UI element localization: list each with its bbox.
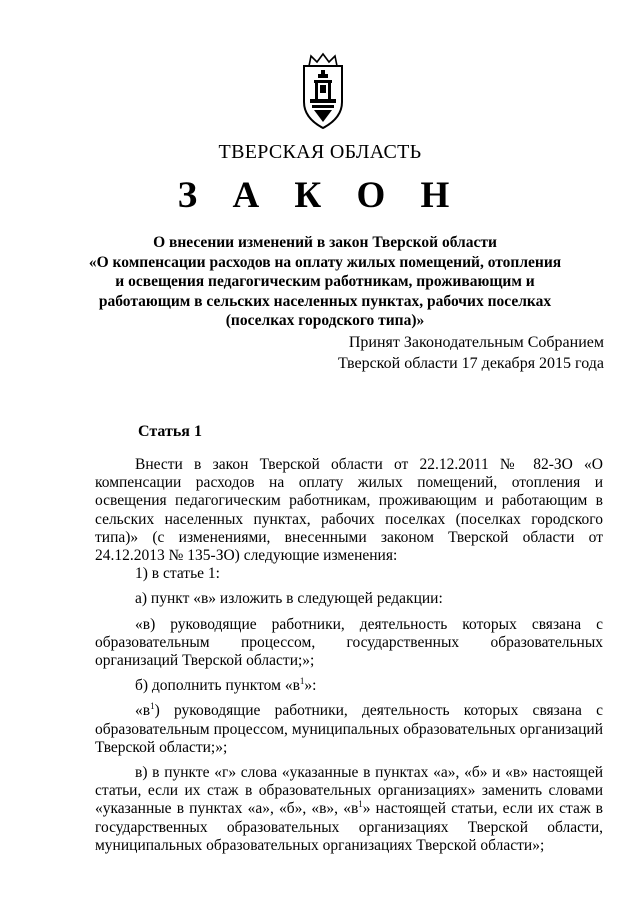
adoption-note	[338, 332, 604, 374]
law-title-line: работающим в сельских населенных пунктах, рабочих поселках	[98, 292, 552, 310]
article-paragraph	[95, 702, 603, 757]
superscript: 1	[150, 701, 155, 712]
superscript: 1	[299, 676, 305, 687]
law-title-line: «О компенсации расходов на оплату жилых помещений, отопления	[88, 253, 562, 271]
article-body	[95, 456, 603, 855]
text-run: »:	[304, 677, 317, 695]
text-run: в) в пункте «г» слова «указанные в пунктах «а», «б» и «в» настоящей статьи, если их стаж в образовательных организациях» заменить словами «указанные в пунктах «а», «б», «в», «в	[95, 764, 603, 818]
adoption-note-line: Принят Законодательным Собранием	[348, 334, 604, 351]
adoption-note-line: Тверской области 17 декабря 2015 года	[338, 355, 604, 372]
article-paragraph: 1) в статье 1:	[135, 565, 220, 583]
law-title-line: и освещения педагогическим работникам, проживающим и	[115, 273, 535, 290]
article-heading: Статья 1	[138, 423, 202, 440]
article-paragraph: Внести в закон Тверской области от 22.12.2011 № 82-ЗО «О компенсации расходов на оплату жилых помещений, отопления и освещения педагогическим работникам, проживающим и работающим в сельских населенных пунктах, рабочих поселках (поселках городского типа)» (с изменениями, внесенными законом Тверской области от 24.12.2013 № 135-ЗО) следующие изменения:	[95, 456, 603, 565]
article-paragraph: а) пункт «в» изложить в следующей редакции:	[135, 590, 443, 608]
law-title	[60, 233, 590, 331]
text-run: ) руководящие работники, деятельность которых связана с образовательным процессом, муниципальных образовательных организаций Тверской области;»;	[95, 702, 603, 756]
law-title-line: (поселках городского типа)»	[225, 312, 425, 329]
article-paragraph	[95, 764, 603, 855]
article-paragraph	[95, 677, 603, 695]
superscript: 1	[358, 799, 363, 810]
text-run: » настоящей статьи, если их стаж в государственных образовательных организациях Тверской области, муниципальных образовательных организациях Тверской области»;	[95, 800, 604, 854]
tver-coat-of-arms-icon	[300, 52, 346, 130]
region-name: ТВЕРСКАЯ ОБЛАСТЬ	[218, 141, 422, 163]
text-run: «в	[135, 702, 151, 720]
text-run: б) дополнить пунктом «в	[135, 677, 300, 695]
article-paragraph: «в) руководящие работники, деятельность которых связана с образовательным процессом, государственных образовательных организаций Тверской области;»;	[95, 615, 603, 670]
document-type: З А К О Н	[177, 175, 463, 216]
law-title-line: О внесении изменений в закон Тверской области	[153, 234, 497, 251]
